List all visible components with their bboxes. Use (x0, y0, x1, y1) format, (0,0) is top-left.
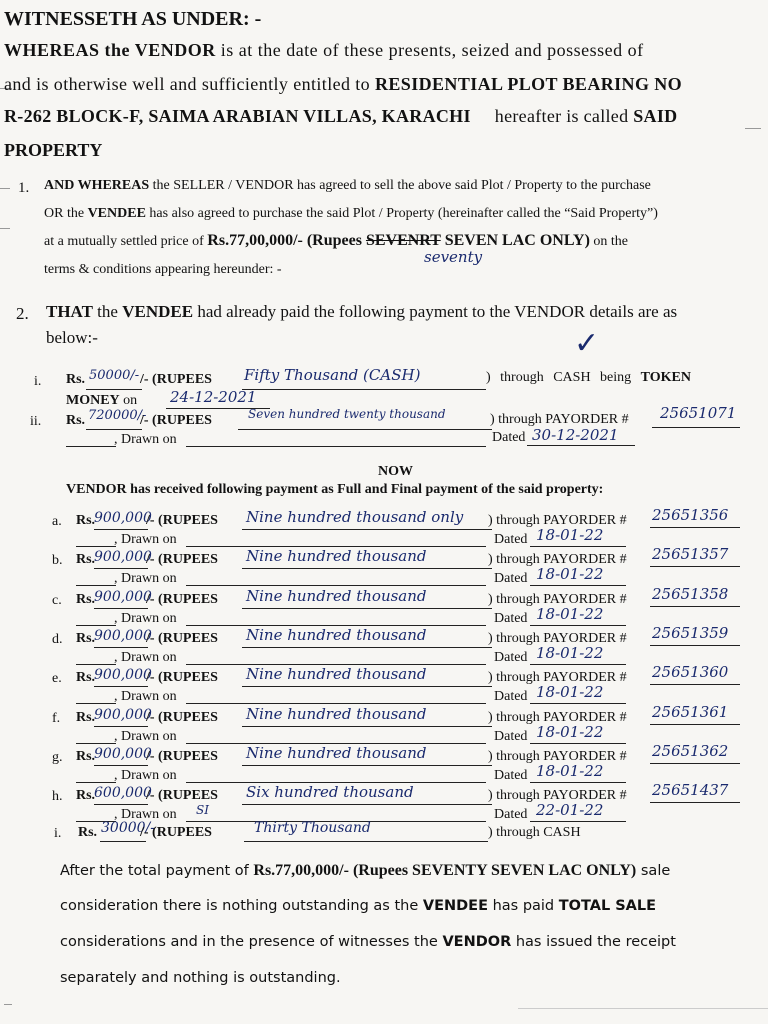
blank-line (527, 445, 635, 446)
blank-line (94, 804, 148, 805)
payment-payorder: 25651357 (652, 545, 729, 563)
payment-words: Nine hundred thousand only (246, 508, 464, 526)
payment-through: ) through PAYORDER # (488, 631, 627, 646)
payment-amount: 900,000 (94, 746, 152, 762)
payment-rupees: /- (RUPEES (146, 788, 218, 803)
payment-drawn: , Drawn on (114, 532, 177, 547)
item-i-amount: 50000/- (89, 368, 140, 383)
payment-rupees: /- (RUPEES (146, 513, 218, 528)
payment-through: ) through PAYORDER # (488, 670, 627, 685)
now-heading: NOW (378, 464, 413, 479)
item-ii-through: ) through PAYORDER # (490, 412, 629, 427)
blank-line (76, 743, 116, 744)
blank-line (242, 529, 492, 530)
payment-rs: Rs. (76, 710, 96, 725)
payment-rs: Rs. (76, 513, 96, 528)
handwritten-correction: seventy (424, 248, 483, 266)
payment-letter: f. (52, 711, 61, 726)
payment-letter: h. (52, 789, 63, 804)
cash-item-letter: i. (54, 826, 62, 841)
check-mark: ✓ (574, 326, 600, 361)
payment-letter: b. (52, 553, 63, 568)
cash-item-through: ) through CASH (488, 825, 581, 840)
cash-item-words: Thirty Thousand (254, 820, 371, 836)
payment-rupees: /- (RUPEES (146, 670, 218, 685)
blank-line (76, 782, 116, 783)
blank-line (650, 566, 740, 567)
blank-line (530, 821, 626, 822)
payment-drawn: , Drawn on (114, 571, 177, 586)
clause-1-number: 1. (18, 180, 30, 196)
blank-line (650, 645, 740, 646)
payment-rs: Rs. (76, 670, 96, 685)
payment-drawn-value: SI (196, 803, 209, 817)
payment-payorder: 25651359 (652, 624, 729, 642)
blank-line (76, 703, 116, 704)
blank-line (100, 841, 146, 842)
payment-through: ) through PAYORDER # (488, 749, 627, 764)
payment-through: ) through PAYORDER # (488, 710, 627, 725)
clause-2-line-2: below:- (46, 328, 98, 347)
blank-line (94, 529, 148, 530)
blank-line (76, 546, 116, 547)
payment-words: Six hundred thousand (246, 783, 414, 801)
payment-payorder: 25651356 (652, 506, 729, 524)
payment-date: 18-01-22 (536, 605, 604, 623)
payment-dated: Dated (494, 532, 528, 547)
payment-words: Nine hundred thousand (246, 587, 427, 605)
payment-dated: Dated (494, 650, 528, 665)
heading: WITNESSETH AS UNDER: - (4, 8, 262, 30)
payment-letter: g. (52, 750, 63, 765)
payment-dated: Dated (494, 611, 528, 626)
payment-payorder: 25651362 (652, 742, 729, 760)
item-ii-words: Seven hundred twenty thousand (248, 407, 446, 421)
scan-mark (518, 1008, 768, 1009)
blank-line (186, 703, 486, 704)
payment-dated: Dated (494, 689, 528, 704)
payment-rupees: /- (RUPEES (146, 710, 218, 725)
payment-drawn: , Drawn on (114, 689, 177, 704)
payment-rupees: /- (RUPEES (146, 552, 218, 567)
conclusion-line-3: considerations and in the presence of witnesses the VENDOR has issued the receipt (60, 934, 676, 950)
payment-drawn: , Drawn on (114, 768, 177, 783)
payment-amount: 900,000 (94, 667, 152, 683)
payment-drawn: , Drawn on (114, 729, 177, 744)
payment-through: ) through PAYORDER # (488, 592, 627, 607)
blank-line (86, 389, 142, 390)
payment-date: 18-01-22 (536, 683, 604, 701)
payment-rs: Rs. (76, 631, 96, 646)
blank-line (242, 686, 492, 687)
blank-line (530, 743, 626, 744)
payment-words: Nine hundred thousand (246, 626, 427, 644)
blank-line (242, 568, 492, 569)
blank-line (530, 625, 626, 626)
blank-line (650, 724, 740, 725)
scan-mark (745, 128, 761, 129)
payment-rupees: /- (RUPEES (146, 592, 218, 607)
payment-date: 18-01-22 (536, 565, 604, 583)
payment-date: 18-01-22 (536, 644, 604, 662)
payment-payorder: 25651361 (652, 703, 729, 721)
conclusion-line-1: After the total payment of Rs.77,00,000/- (Rupees SEVENTY SEVEN LAC ONLY) sale (60, 862, 671, 879)
blank-line (650, 802, 740, 803)
blank-line (94, 647, 148, 648)
payment-letter: c. (52, 593, 62, 608)
payment-through: ) through PAYORDER # (488, 788, 627, 803)
payment-amount: 900,000 (94, 628, 152, 644)
blank-line (242, 726, 492, 727)
payment-amount: 900,000 (94, 707, 152, 723)
payment-drawn: , Drawn on (114, 611, 177, 626)
blank-line (530, 782, 626, 783)
payment-dated: Dated (494, 807, 528, 822)
blank-line (186, 585, 486, 586)
conclusion-line-4: separately and nothing is outstanding. (60, 970, 341, 986)
blank-line (238, 429, 492, 430)
item-i-letter: i. (34, 374, 42, 389)
payment-payorder: 25651437 (652, 781, 729, 799)
payment-dated: Dated (494, 571, 528, 586)
blank-line (244, 841, 488, 842)
payment-amount: 900,000 (94, 549, 152, 565)
payment-words: Nine hundred thousand (246, 705, 427, 723)
payment-through: ) through PAYORDER # (488, 513, 627, 528)
item-ii-letter: ii. (30, 414, 42, 429)
payment-words: Nine hundred thousand (246, 744, 427, 762)
payment-letter: e. (52, 671, 62, 686)
blank-line (86, 429, 142, 430)
blank-line (242, 804, 492, 805)
blank-line (650, 606, 740, 607)
whereas-line-2: and is otherwise well and sufficiently entitled to RESIDENTIAL PLOT BEARING NO (4, 74, 683, 94)
payment-rs: Rs. (76, 749, 96, 764)
scan-mark (4, 1004, 12, 1005)
payment-rupees: /- (RUPEES (146, 749, 218, 764)
item-i-rs: Rs. (66, 372, 86, 387)
item-ii-rs: Rs. (66, 413, 86, 428)
clause-1-line-4: terms & conditions appearing hereunder: - (44, 262, 282, 277)
blank-line (94, 686, 148, 687)
blank-line (650, 684, 740, 685)
payment-date: 18-01-22 (536, 526, 604, 544)
item-ii-amount: 720000/- (88, 408, 147, 423)
item-i-money: MONEY on (66, 393, 138, 408)
payment-payorder: 25651358 (652, 585, 729, 603)
cash-item-rs: Rs. (78, 825, 98, 840)
payment-date: 22-01-22 (536, 801, 604, 819)
blank-line (76, 625, 116, 626)
payment-amount: 600,000 (94, 785, 152, 801)
item-ii-dated: Dated (492, 430, 526, 445)
payment-words: Nine hundred thousand (246, 665, 427, 683)
item-ii-drawn: , Drawn on (114, 432, 177, 447)
payment-date: 18-01-22 (536, 723, 604, 741)
blank-line (530, 703, 626, 704)
blank-line (242, 389, 486, 390)
payment-date: 18-01-22 (536, 762, 604, 780)
conclusion-line-2: consideration there is nothing outstanding as the VENDEE has paid TOTAL SALE (60, 898, 657, 914)
payment-words: Nine hundred thousand (246, 547, 427, 565)
payment-letter: a. (52, 514, 62, 529)
blank-line (66, 446, 116, 447)
blank-line (94, 608, 148, 609)
item-ii-date: 30-12-2021 (532, 426, 619, 444)
blank-line (652, 427, 740, 428)
payment-rs: Rs. (76, 592, 96, 607)
blank-line (530, 546, 626, 547)
blank-line (94, 568, 148, 569)
clause-1-line-3: at a mutually settled price of Rs.77,00,000/- (Rupees SEVENRT SEVEN LAC ONLY) on the (44, 232, 629, 249)
payment-letter: d. (52, 632, 63, 647)
blank-line (650, 763, 740, 764)
item-i-date: 24-12-2021 (170, 388, 257, 406)
whereas-line-1: WHEREAS the VENDOR is at the date of these presents, seized and possessed of (4, 40, 644, 60)
blank-line (76, 664, 116, 665)
whereas-line-4: PROPERTY (4, 140, 103, 160)
payment-amount: 900,000 (94, 510, 152, 526)
clause-1-line-2: OR the VENDEE has also agreed to purchase the said Plot / Property (hereinafter called the “Said Property”) (44, 206, 658, 221)
clause-2-number: 2. (16, 304, 29, 323)
blank-line (650, 527, 740, 528)
clause-2-line-1: THAT the VENDEE had already paid the following payment to the VENDOR details are as (46, 302, 678, 321)
item-ii-rupees: /- (RUPEES (140, 413, 212, 428)
scan-mark (0, 188, 10, 189)
clause-1-line-1: AND WHEREAS the SELLER / VENDOR has agreed to sell the above said Plot / Property to the purchase (44, 178, 651, 193)
scan-mark (0, 228, 10, 229)
blank-line (530, 664, 626, 665)
payment-through: ) through PAYORDER # (488, 552, 627, 567)
blank-line (94, 726, 148, 727)
blank-line (94, 765, 148, 766)
payment-rupees: /- (RUPEES (146, 631, 218, 646)
item-i-rupees: /- (RUPEES (140, 372, 212, 387)
cash-item-amount: 30000/- (101, 820, 155, 836)
payment-dated: Dated (494, 729, 528, 744)
blank-line (186, 446, 486, 447)
whereas-line-3: R-262 BLOCK-F, SAIMA ARABIAN VILLAS, KARACHI hereafter is called SAID (4, 106, 678, 126)
payment-rs: Rs. (76, 788, 96, 803)
payment-drawn: , Drawn on (114, 807, 177, 822)
item-i-through: ) through CASH being TOKEN (486, 370, 691, 385)
payment-rs: Rs. (76, 552, 96, 567)
payment-drawn: , Drawn on (114, 650, 177, 665)
blank-line (242, 765, 492, 766)
final-payment-intro: VENDOR has received following payment as Full and Final payment of the said property: (66, 482, 604, 497)
payment-dated: Dated (494, 768, 528, 783)
item-ii-payorder: 25651071 (660, 404, 737, 422)
cash-item-rupees: /- (RUPEES (140, 825, 212, 840)
blank-line (242, 608, 492, 609)
blank-line (242, 647, 492, 648)
item-i-words: Fifty Thousand (CASH) (244, 366, 421, 384)
blank-line (530, 585, 626, 586)
payment-payorder: 25651360 (652, 663, 729, 681)
payment-amount: 900,000 (94, 589, 152, 605)
blank-line (76, 585, 116, 586)
